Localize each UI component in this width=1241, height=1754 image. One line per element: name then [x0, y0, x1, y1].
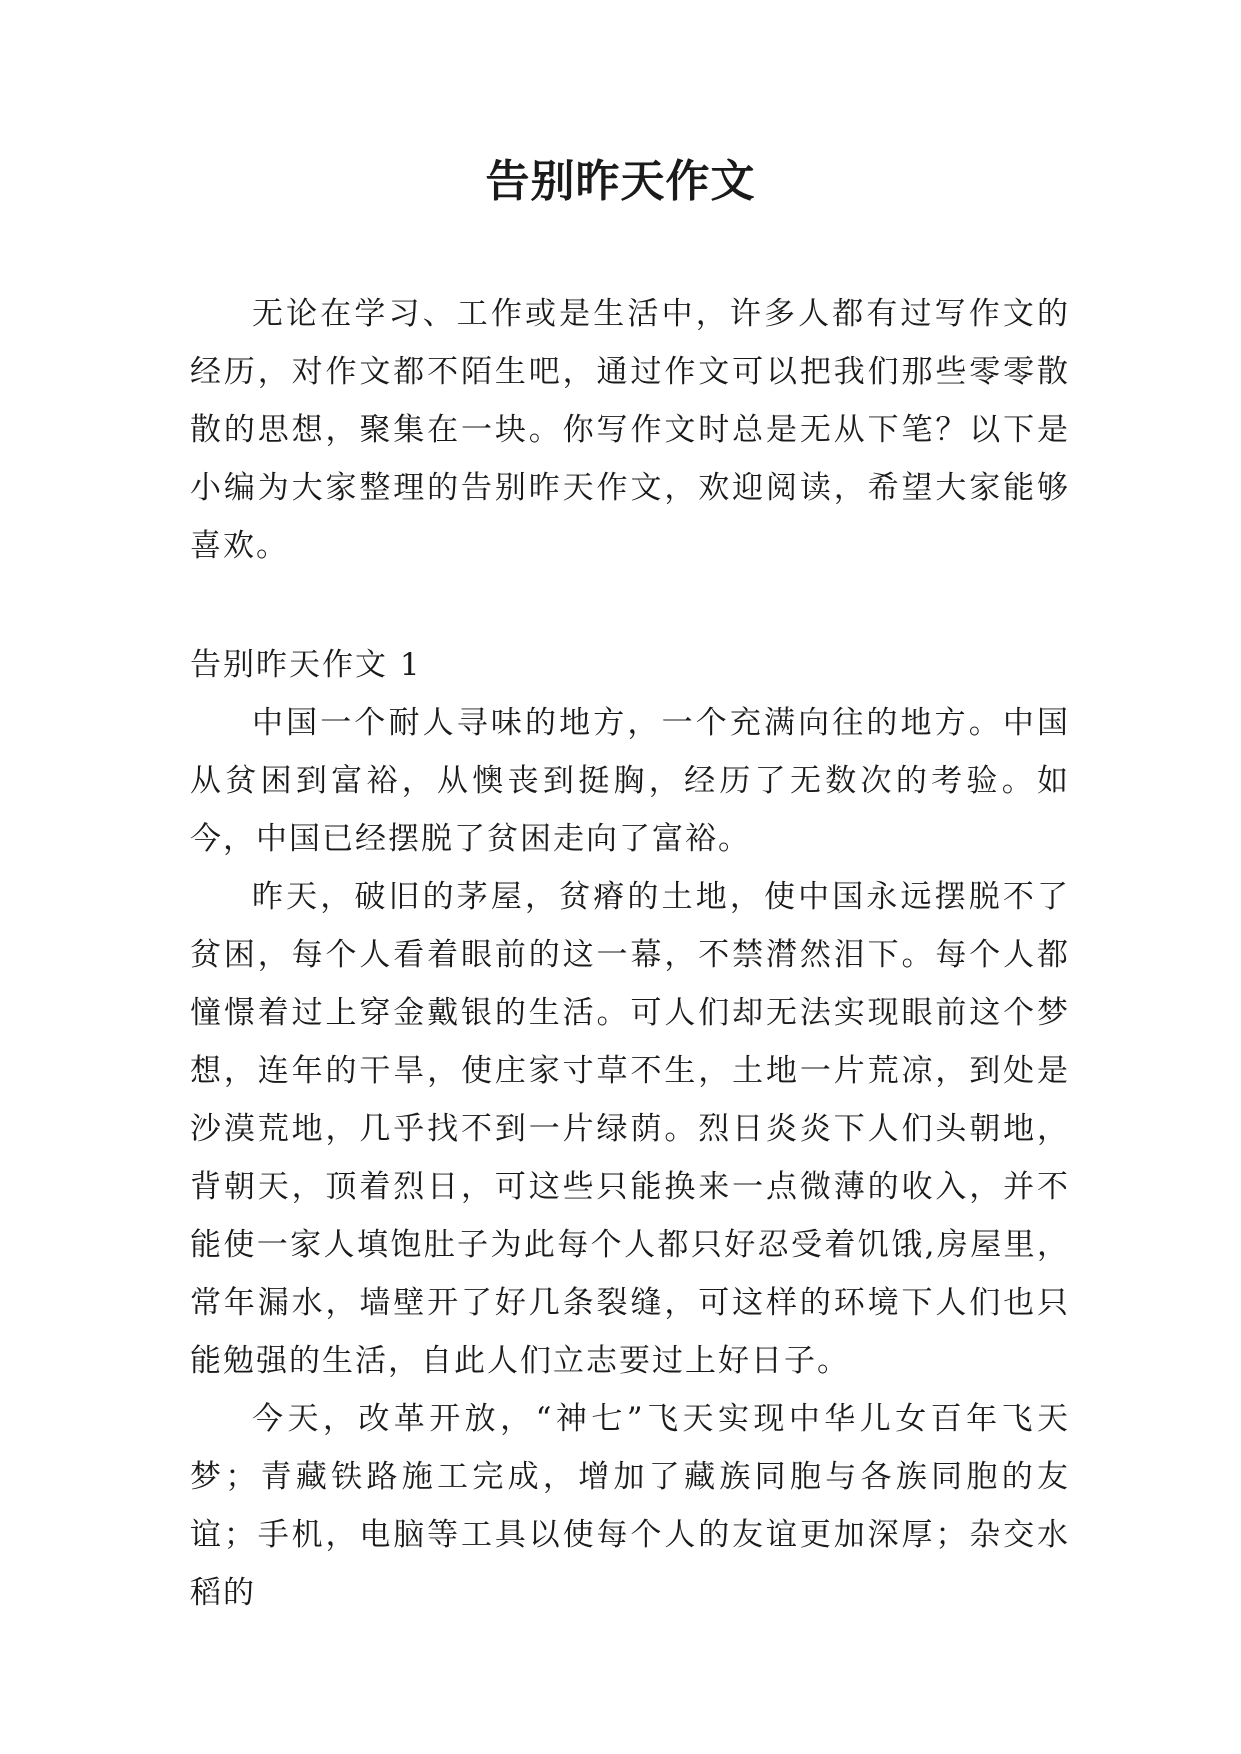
intro-section	[190, 285, 1070, 575]
document-title: 告别昨天作文	[485, 156, 756, 207]
body-paragraph: 今天，改革开放，“神七”飞天实现中华儿女百年飞天梦；青藏铁路施工完成，增加了藏族同胞与各族同胞的友谊；手机，电脑等工具以使每个人的友谊更加深厚；杂交水稻的	[190, 1401, 1070, 1611]
intro-paragraph: 无论在学习、工作或是生活中，许多人都有过写作文的经历，对作文都不陌生吧，通过作文可以把我们那些零零散散的思想，聚集在一块。你写作文时总是无从下笔？以下是小编为大家整理的告别昨天作文，欢迎阅读，希望大家能够喜欢。	[190, 296, 1070, 564]
essay-section	[190, 636, 1070, 1622]
body-paragraph: 中国一个耐人寻味的地方，一个充满向往的地方。中国从贫困到富裕，从懊丧到挺胸，经历了无数次的考验。如今，中国已经摆脱了贫困走向了富裕。	[190, 705, 1070, 857]
section-heading: 告别昨天作文 1	[190, 647, 422, 683]
body-paragraph: 昨天，破旧的茅屋，贫瘠的土地，使中国永远摆脱不了贫困，每个人看着眼前的这一幕，不禁潸然泪下。每个人都憧憬着过上穿金戴银的生活。可人们却无法实现眼前这个梦想，连年的干旱，使庄家寸草不生，土地一片荒凉，到处是沙漠荒地，几乎找不到一片绿荫。烈日炎炎下人们头朝地，背朝天，顶着烈日，可这些只能换来一点微薄的收入，并不能使一家人填饱肚子为此每个人都只好忍受着饥饿,房屋里，常年漏水，墙壁开了好几条裂缝，可这样的环境下人们也只能勉强的生活，自此人们立志要过上好日子。	[190, 879, 1070, 1379]
